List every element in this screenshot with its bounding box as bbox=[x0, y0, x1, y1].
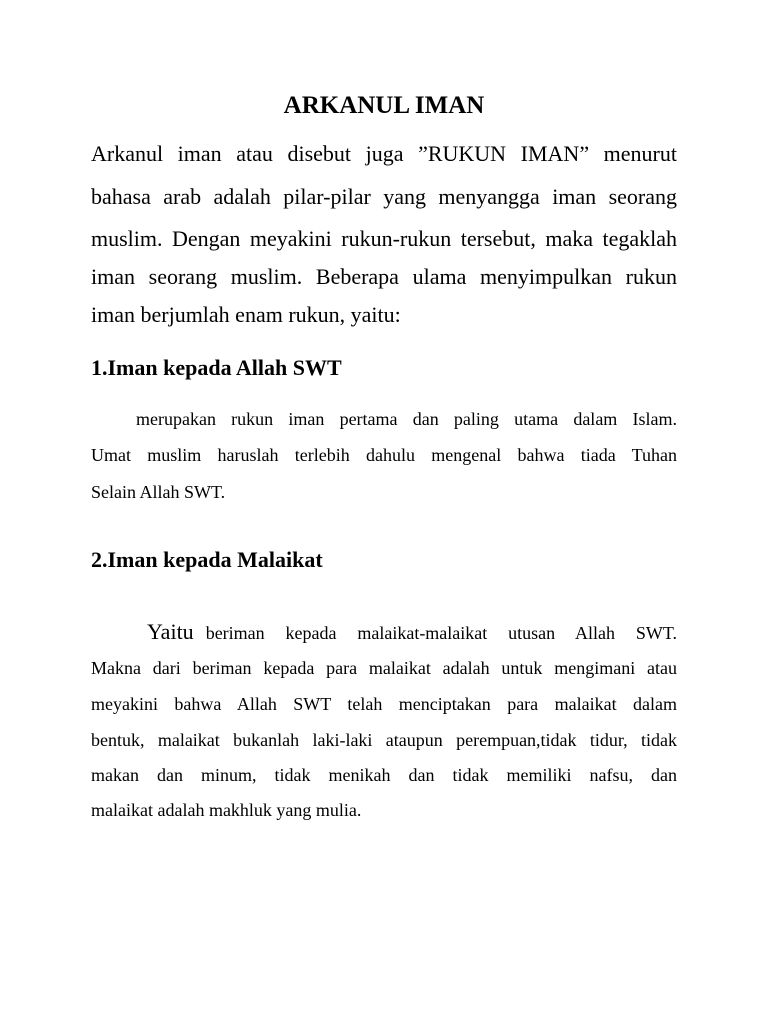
intro-line: bahasa arab adalah pilar-pilar yang menyangga iman seorang bbox=[91, 184, 677, 209]
section-2-line: makan dan minum, tidak menikah dan tidak memiliki nafsu, dan bbox=[91, 765, 677, 785]
section-2-line: bentuk, malaikat bukanlah laki-laki ataupun perempuan,tidak tidur, tidak bbox=[91, 730, 677, 750]
intro-line: Arkanul iman atau disebut juga ”RUKUN IMAN” menurut bbox=[91, 141, 677, 166]
section-heading-2: 2.Iman kepada Malaikat bbox=[91, 547, 323, 572]
section-2-lead-word: Yaitu bbox=[147, 619, 194, 644]
intro-line: iman seorang muslim. Beberapa ulama menyimpulkan rukun bbox=[91, 264, 677, 289]
section-1-line: merupakan rukun iman pertama dan paling utama dalam Islam. bbox=[136, 409, 677, 429]
section-2-first-line bbox=[147, 619, 677, 645]
section-2-line: meyakini bahwa Allah SWT telah menciptakan para malaikat dalam bbox=[91, 694, 677, 714]
section-1-line: Selain Allah SWT. bbox=[91, 482, 226, 502]
intro-line: iman berjumlah enam rukun, yaitu: bbox=[91, 302, 401, 327]
section-1-line: Umat muslim haruslah terlebih dahulu mengenal bahwa tiada Tuhan bbox=[91, 445, 677, 465]
section-2-line: malaikat adalah makhluk yang mulia. bbox=[91, 800, 362, 820]
section-2-line: Makna dari beriman kepada para malaikat adalah untuk mengimani atau bbox=[91, 658, 677, 678]
document-title: ARKANUL IMAN bbox=[283, 92, 485, 119]
section-2-first-line-rest: beriman kepada malaikat-malaikat utusan Allah SWT. bbox=[205, 623, 677, 643]
intro-line: muslim. Dengan meyakini rukun-rukun tersebut, maka tegaklah bbox=[91, 226, 677, 251]
section-heading-1: 1.Iman kepada Allah SWT bbox=[91, 355, 342, 380]
